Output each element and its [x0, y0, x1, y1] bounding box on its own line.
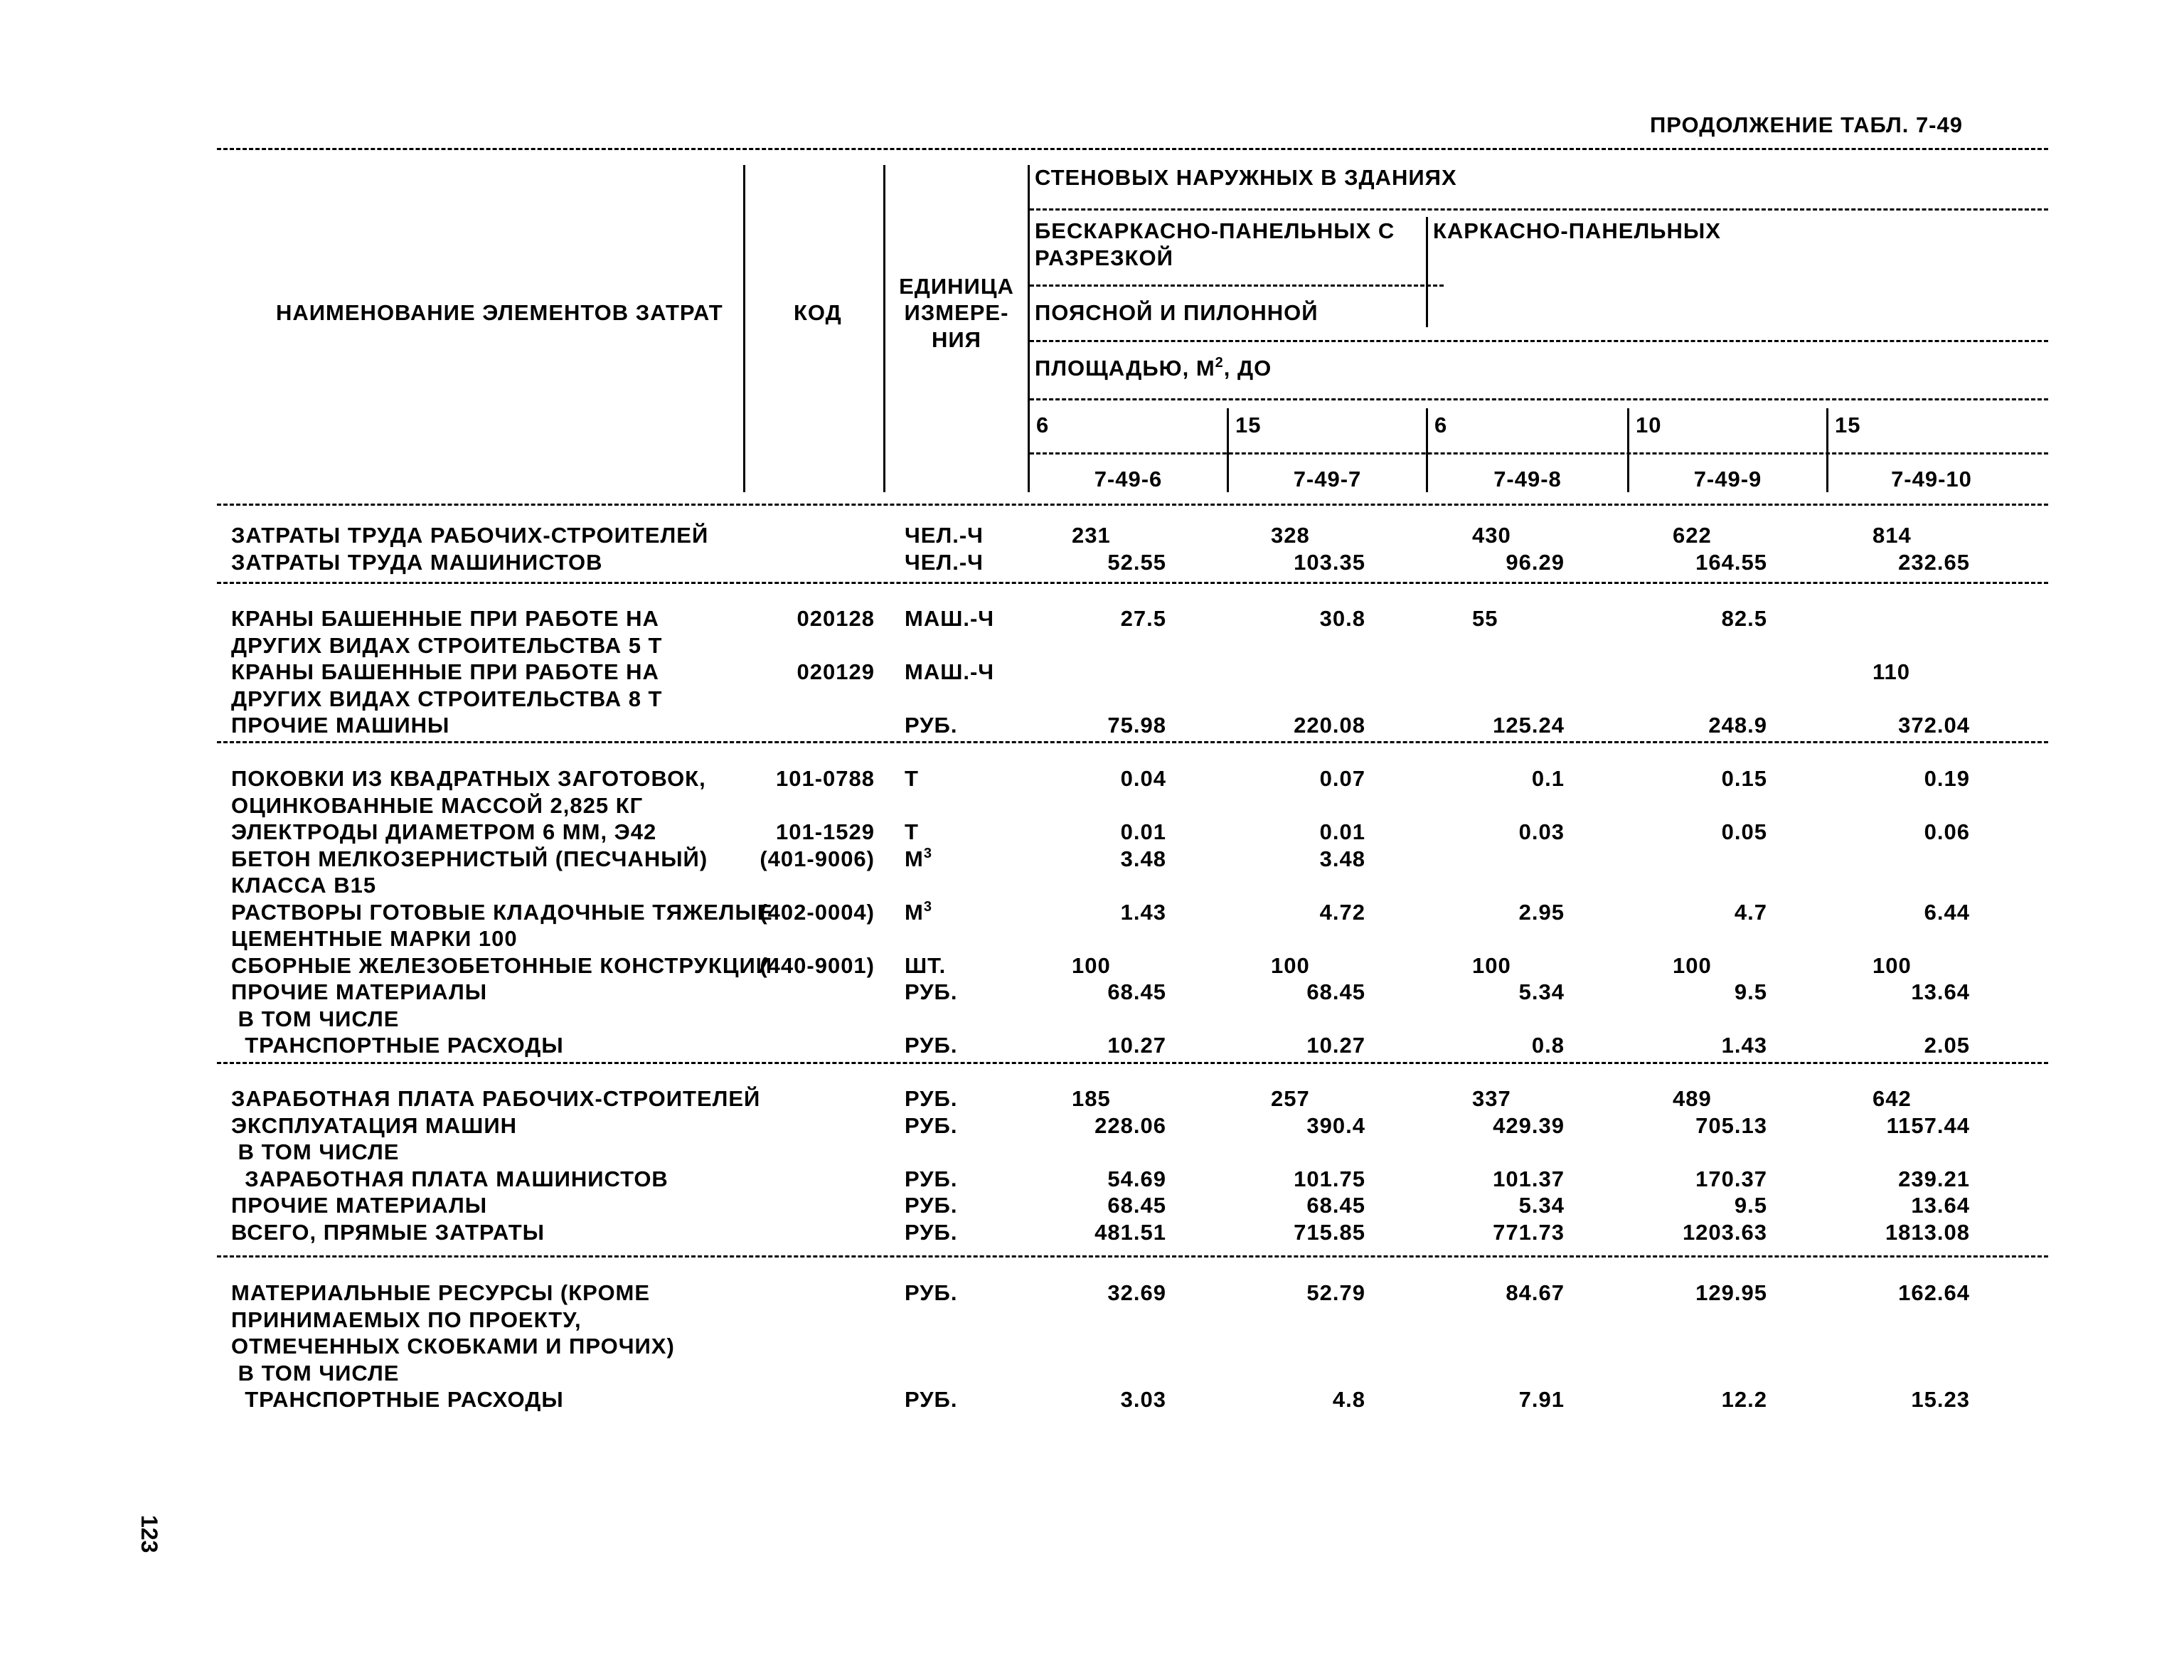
- row-name: ВСЕГО, ПРЯМЫЕ ЗАТРАТЫ: [231, 1219, 545, 1245]
- row-name: ДРУГИХ ВИДАХ СТРОИТЕЛЬСТВА 8 Т: [231, 686, 663, 711]
- header-area-value: 15: [1235, 413, 1262, 437]
- row-unit: [905, 900, 932, 925]
- row-value: 30.8: [1319, 606, 1365, 631]
- header-rule: [1030, 452, 2048, 454]
- row-value: 228.06: [1094, 1112, 1166, 1138]
- row-unit-text: РУБ.: [905, 713, 958, 738]
- row-name: БЕТОН МЕЛКОЗЕРНИСТЫЙ (ПЕСЧАНЫЙ): [231, 846, 708, 871]
- row-value: 481.51: [1094, 1219, 1166, 1245]
- row-value: 6.44: [1924, 899, 1970, 925]
- row-code: 020129: [797, 659, 875, 684]
- row-name: В ТОМ ЧИСЛЕ: [231, 1006, 400, 1031]
- row-value: 27.5: [1120, 606, 1166, 631]
- row-value: 68.45: [1107, 979, 1166, 1004]
- row-name: СБОРНЫЕ ЖЕЛЕЗОБЕТОННЫЕ КОНСТРУКЦИИ: [231, 952, 773, 978]
- row-name: ПОКОВКИ ИЗ КВАДРАТНЫХ ЗАГОТОВОК,: [231, 766, 706, 791]
- row-unit: [905, 1166, 957, 1192]
- row-value: 100: [1072, 952, 1111, 978]
- row-value: 162.64: [1898, 1280, 1970, 1305]
- row-value: 68.45: [1107, 1193, 1166, 1218]
- row-unit: [905, 766, 919, 792]
- row-value: 103.35: [1294, 549, 1365, 575]
- row-value: 429.39: [1493, 1112, 1565, 1138]
- row-unit-text: М: [905, 899, 924, 925]
- row-unit-text: МАШ.-Ч: [905, 659, 995, 684]
- header-unit-line-1: ЕДИНИЦА: [899, 274, 1014, 299]
- row-value: 705.13: [1695, 1112, 1767, 1138]
- row-value: 13.64: [1911, 1193, 1970, 1218]
- row-value: 328: [1271, 523, 1310, 548]
- row-value: 1813.08: [1885, 1219, 1970, 1245]
- row-value: 1157.44: [1886, 1112, 1970, 1138]
- row-value: 4.8: [1332, 1387, 1365, 1412]
- row-value: 489: [1673, 1086, 1712, 1111]
- row-value: 52.55: [1107, 549, 1166, 575]
- row-value: 55: [1472, 606, 1498, 631]
- row-unit-text: РУБ.: [905, 1086, 958, 1111]
- header-code-value: 7-49-8: [1493, 467, 1562, 491]
- row-value: 715.85: [1294, 1219, 1365, 1245]
- row-code: (401-9006): [760, 846, 875, 871]
- header-area-value: 15: [1835, 413, 1861, 437]
- header-subgroup-a: БЕСКАРКАСНО-ПАНЕЛЬНЫХ С: [1035, 218, 1395, 243]
- row-unit: [905, 1193, 957, 1218]
- row-value: 100: [1673, 952, 1712, 978]
- row-value: 0.1: [1531, 766, 1565, 791]
- column-separator: [743, 165, 745, 492]
- row-value: 0.06: [1924, 819, 1970, 844]
- row-unit-text: М: [905, 846, 924, 871]
- row-name: ПРОЧИЕ МАШИНЫ: [231, 713, 450, 738]
- row-value: 100: [1271, 952, 1310, 978]
- row-unit: [905, 953, 946, 979]
- row-value: 125.24: [1493, 713, 1565, 738]
- column-separator: [1426, 217, 1428, 327]
- header-rule: [1030, 285, 1444, 287]
- row-unit: [905, 819, 919, 845]
- row-value: 5.34: [1518, 1193, 1565, 1218]
- row-name: РАСТВОРЫ ГОТОВЫЕ КЛАДОЧНЫЕ ТЯЖЕЛЫЕ: [231, 899, 773, 925]
- row-unit: [905, 659, 994, 685]
- header-area-label: ПЛОЩАДЬЮ, $М^2$, ДО: [1035, 355, 1272, 381]
- row-unit-exponent: 3: [923, 898, 932, 915]
- header-code-value: 7-49-9: [1693, 467, 1762, 491]
- row-value: 32.69: [1107, 1280, 1166, 1305]
- row-name: В ТОМ ЧИСЛЕ: [231, 1360, 400, 1386]
- row-unit: [905, 1033, 957, 1058]
- row-name: ДРУГИХ ВИДАХ СТРОИТЕЛЬСТВА 5 Т: [231, 632, 663, 658]
- row-value: 814: [1873, 523, 1912, 548]
- row-name: МАТЕРИАЛЬНЫЕ РЕСУРСЫ (КРОМЕ: [231, 1280, 651, 1305]
- row-code: (402-0004): [760, 899, 875, 925]
- row-value: 1.43: [1120, 899, 1166, 925]
- header-rule: [1030, 340, 2048, 342]
- row-value: 12.2: [1721, 1387, 1767, 1412]
- row-unit-text: РУБ.: [905, 1387, 958, 1412]
- row-value: 337: [1472, 1086, 1511, 1111]
- row-unit-text: РУБ.: [905, 1280, 958, 1305]
- header-rule: [1030, 398, 2048, 400]
- row-value: 68.45: [1306, 979, 1365, 1004]
- row-value: 3.48: [1319, 846, 1365, 871]
- row-value: 10.27: [1107, 1033, 1166, 1058]
- row-unit: [905, 846, 932, 872]
- row-value: 3.48: [1120, 846, 1166, 871]
- header-rule: [1030, 208, 2048, 211]
- row-name: ЗАРАБОТНАЯ ПЛАТА МАШИНИСТОВ: [231, 1166, 668, 1191]
- row-value: 231: [1072, 523, 1111, 548]
- row-value: 13.64: [1911, 979, 1970, 1004]
- header-area-value: 6: [1036, 413, 1050, 437]
- header-area-value: 10: [1636, 413, 1662, 437]
- section-rule: [217, 1062, 2048, 1064]
- row-value: 68.45: [1306, 1193, 1365, 1218]
- row-value: 1203.63: [1682, 1219, 1767, 1245]
- row-value: 84.67: [1506, 1280, 1565, 1305]
- row-name: ЭКСПЛУАТАЦИЯ МАШИН: [231, 1112, 518, 1138]
- row-value: 232.65: [1898, 549, 1970, 575]
- row-value: 430: [1472, 523, 1511, 548]
- section-rule: [217, 741, 2048, 743]
- row-value: 101.75: [1294, 1166, 1365, 1191]
- column-separator: [883, 165, 885, 492]
- row-value: 642: [1873, 1086, 1912, 1111]
- row-unit-text: ЧЕЛ.-Ч: [905, 549, 984, 575]
- row-value: 4.7: [1734, 899, 1767, 925]
- row-unit-text: ШТ.: [905, 952, 947, 978]
- row-value: 1.43: [1721, 1033, 1767, 1058]
- row-value: 129.95: [1695, 1280, 1767, 1305]
- row-value: 170.37: [1695, 1166, 1767, 1191]
- row-unit: [905, 523, 984, 548]
- header-unit-line-3: НИЯ: [932, 327, 981, 352]
- row-unit-text: ЧЕЛ.-Ч: [905, 523, 984, 548]
- row-value: 100: [1873, 952, 1912, 978]
- row-value: 9.5: [1734, 1193, 1767, 1218]
- row-unit-text: РУБ.: [905, 1219, 958, 1245]
- row-value: 75.98: [1107, 713, 1166, 738]
- row-code: 101-0788: [775, 766, 875, 791]
- row-unit-exponent: 3: [923, 845, 932, 861]
- row-name: ЗАРАБОТНАЯ ПЛАТА РАБОЧИХ-СТРОИТЕЛЕЙ: [231, 1086, 761, 1111]
- row-name: ЗАТРАТЫ ТРУДА МАШИНИСТОВ: [231, 549, 603, 575]
- row-unit: [905, 979, 957, 1005]
- row-value: 0.03: [1518, 819, 1565, 844]
- row-value: 239.21: [1898, 1166, 1970, 1191]
- row-value: 0.8: [1531, 1033, 1565, 1058]
- header-area-value: 6: [1434, 413, 1448, 437]
- row-unit: [905, 1220, 957, 1245]
- row-value: 390.4: [1306, 1112, 1365, 1138]
- row-unit: [905, 606, 994, 632]
- row-value: 9.5: [1734, 979, 1767, 1004]
- header-subgroup-a: ПОЯСНОЙ И ПИЛОННОЙ: [1035, 300, 1319, 325]
- row-name: ТРАНСПОРТНЫЕ РАСХОДЫ: [231, 1033, 564, 1058]
- row-unit: [905, 1280, 957, 1306]
- row-value: 185: [1072, 1086, 1111, 1111]
- row-value: 2.05: [1924, 1033, 1970, 1058]
- row-value: 0.15: [1721, 766, 1767, 791]
- page-number: 123: [137, 1515, 162, 1553]
- header-subgroup-b: КАРКАСНО-ПАНЕЛЬНЫХ: [1433, 218, 1721, 243]
- row-unit: [905, 1086, 957, 1112]
- row-name: ПРОЧИЕ МАТЕРИАЛЫ: [231, 979, 488, 1004]
- header-code-value: 7-49-6: [1094, 467, 1163, 491]
- row-value: 248.9: [1708, 713, 1767, 738]
- row-value: 52.79: [1306, 1280, 1365, 1305]
- row-name: КРАНЫ БАШЕННЫЕ ПРИ РАБОТЕ НА: [231, 606, 659, 631]
- header-subgroup-a: РАЗРЕЗКОЙ: [1035, 245, 1173, 270]
- row-name: ЭЛЕКТРОДЫ ДИАМЕТРОМ 6 ММ, Э42: [231, 819, 657, 844]
- row-code: (440-9001): [760, 952, 875, 978]
- row-name: ОЦИНКОВАННЫЕ МАССОЙ 2,825 КГ: [231, 792, 644, 818]
- row-unit: [905, 1113, 957, 1139]
- row-unit-text: РУБ.: [905, 979, 958, 1004]
- row-value: 0.01: [1319, 819, 1365, 844]
- row-code: 101-1529: [775, 819, 875, 844]
- row-value: 96.29: [1506, 549, 1565, 575]
- row-value: 15.23: [1911, 1387, 1970, 1412]
- row-value: 5.34: [1518, 979, 1565, 1004]
- row-value: 0.01: [1120, 819, 1166, 844]
- row-unit-text: Т: [905, 766, 919, 791]
- row-value: 257: [1271, 1086, 1310, 1111]
- row-code: 020128: [797, 606, 875, 631]
- header-name-column: НАИМЕНОВАНИЕ ЭЛЕМЕНТОВ ЗАТРАТ: [276, 300, 723, 325]
- header-bottom-rule: [217, 504, 2048, 506]
- row-name: В ТОМ ЧИСЛЕ: [231, 1139, 400, 1164]
- row-value: 220.08: [1294, 713, 1365, 738]
- row-unit-text: РУБ.: [905, 1112, 958, 1138]
- row-value: 82.5: [1721, 606, 1767, 631]
- row-value: 110: [1873, 659, 1911, 684]
- row-value: 101.37: [1493, 1166, 1565, 1191]
- header-code-value: 7-49-10: [1891, 467, 1972, 491]
- header-code-value: 7-49-7: [1293, 467, 1362, 491]
- row-value: 0.19: [1924, 766, 1970, 791]
- header-group-title: СТЕНОВЫХ НАРУЖНЫХ В ЗДАНИЯХ: [1035, 165, 1457, 190]
- row-unit: [905, 1387, 957, 1413]
- row-value: 2.95: [1518, 899, 1565, 925]
- row-value: 10.27: [1306, 1033, 1365, 1058]
- section-rule: [217, 1255, 2048, 1258]
- row-unit-text: МАШ.-Ч: [905, 606, 995, 631]
- row-name: ПРИНИМАЕМЫХ ПО ПРОЕКТУ,: [231, 1307, 582, 1332]
- row-unit-text: РУБ.: [905, 1193, 958, 1218]
- row-value: 100: [1472, 952, 1511, 978]
- row-unit-text: РУБ.: [905, 1166, 958, 1191]
- row-value: 3.03: [1120, 1387, 1166, 1412]
- section-rule: [217, 582, 2048, 584]
- row-value: 4.72: [1319, 899, 1365, 925]
- row-name: КРАНЫ БАШЕННЫЕ ПРИ РАБОТЕ НА: [231, 659, 659, 684]
- table-caption: ПРОДОЛЖЕНИЕ ТАБЛ. 7-49: [1650, 112, 1963, 137]
- row-unit: [905, 550, 984, 575]
- row-name: ЗАТРАТЫ ТРУДА РАБОЧИХ-СТРОИТЕЛЕЙ: [231, 523, 709, 548]
- row-unit-text: РУБ.: [905, 1033, 958, 1058]
- row-value: 372.04: [1898, 713, 1970, 738]
- row-name: ОТМЕЧЕННЫХ СКОБКАМИ И ПРОЧИХ): [231, 1334, 675, 1359]
- row-name: ТРАНСПОРТНЫЕ РАСХОДЫ: [231, 1387, 564, 1412]
- row-value: 0.07: [1319, 766, 1365, 791]
- row-unit-text: Т: [905, 819, 919, 844]
- row-value: 164.55: [1695, 549, 1767, 575]
- row-name: ПРОЧИЕ МАТЕРИАЛЫ: [231, 1193, 488, 1218]
- row-value: 771.73: [1493, 1219, 1565, 1245]
- header-code-column: КОД: [794, 300, 842, 325]
- row-value: 7.91: [1518, 1387, 1565, 1412]
- header-top-rule: [217, 148, 2048, 150]
- row-value: 622: [1673, 523, 1712, 548]
- header-unit-line-2: ИЗМЕРЕ-: [904, 300, 1009, 325]
- row-unit: [905, 713, 957, 738]
- row-name: ЦЕМЕНТНЫЕ МАРКИ 100: [231, 926, 518, 951]
- column-separator: [1028, 165, 1030, 492]
- row-value: 0.04: [1120, 766, 1166, 791]
- row-name: КЛАССА В15: [231, 873, 377, 898]
- row-value: 0.05: [1721, 819, 1767, 844]
- row-value: 54.69: [1107, 1166, 1166, 1191]
